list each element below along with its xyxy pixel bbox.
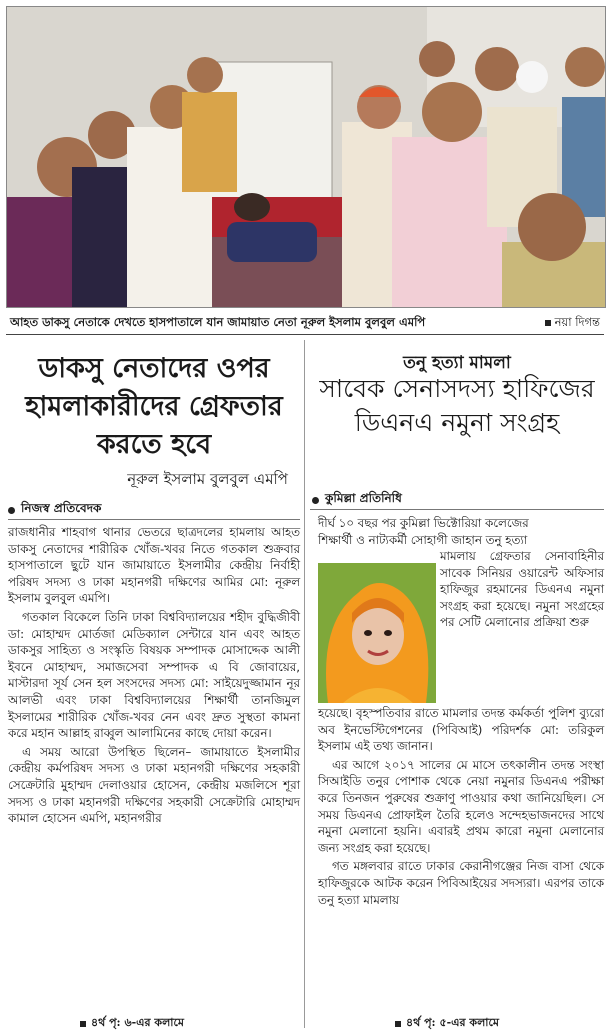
left-byline [8, 500, 101, 520]
left-continuation-text: ৪র্থ পৃ: ৬-এর কলামে [91, 1016, 185, 1029]
right-paragraph: হয়েছে। বৃহস্পতিবার রাতে মামলার তদন্ত কর্মকর্তা পুলিশ ব্যুরো অব ইনভেস্টিগেশনের (পিবিআই) পরিদর্শক মো: তরিকুল ইসলাম এই তথ্য জানান। [318, 706, 604, 754]
continuation-marker-icon [80, 1021, 86, 1027]
right-lead-line: শিক্ষার্থী ও নাট্যকর্মী সোহাগী জাহান তনু হত্যা [318, 532, 528, 547]
photo-caption [6, 310, 604, 335]
left-body [8, 524, 300, 829]
right-paragraph: গত মঙ্গলবার রাতে ঢাকার কেরানীগঞ্জের নিজ বাসা থেকে হাফিজুরকে আটক করেন পিবিআইয়ের সদস্যরা। এরপর তাকে তনু হত্যা মামলায় [318, 859, 604, 907]
right-wrap-text: মামলায় গ্রেফতার সেনাবাহিনীর সাবেক সিনিয়র ওয়ারেন্ট অফিসার হাফিজুর রহমানের ডিএনএ নমুনা সংগ্রহ করা হয়েছে। নমুনা সংগ্রহের পর সেটি মেলানোর প্রক্রিয়া শুরু [440, 549, 604, 630]
news-photo [6, 6, 606, 308]
left-paragraph: গতকাল বিকেলে তিনি ঢাকা বিশ্ববিদ্যালয়ের শহীদ বুদ্ধিজীবী ডা: মোহাম্মদ মোর্তজা মেডিক্যাল সেন্টারে যান এবং আহত ডাকসুর সাহিত্য ও সংস্কৃতি বিষয়ক সম্পাদক মোসাদ্দেক আলী ইবনে মোহাম্মদ, সমাজসেবা সম্পাদক এ বি জোবায়ের, মাস্টারদা সূর্য সেন হল সংসদের সদস্য মো: সাইয়েদুজ্জামান নূর আলভী এবং ঢাকা বিশ্ববিদ্যালয়ের শিক্ষার্থী তানজিমুল ইসলামের শারীরিক খোঁজ-খবর নেন এবং দ্রুত সুস্থতা কামনা করে মহান আল্লাহ রাব্বুল আলামিনের কাছে দোয়া করেন। [8, 609, 300, 741]
victim-portrait [318, 563, 436, 703]
right-continuation-text: ৪র্থ পৃ: ৫-এর কলামে [406, 1016, 500, 1029]
right-body [318, 705, 604, 910]
left-byline-text: নিজস্ব প্রতিবেদক [21, 501, 102, 515]
right-paragraph: এর আগে ২০১৭ সালের মে মাসে তৎকালীন তদন্ত সংস্থা সিআইডি তনুর পোশাক থেকে নেয়া নমুনার ডিএনএ পরীক্ষা করে তিনজন পুরুষের শুক্রাণু পাওয়ার কথা জানিয়েছিল। সে সময় ডিএনএ প্রোফাইল তৈরি হলেও সন্দেহভাজনদের সাথে নমুনা মেলানো হয়নি। এবারই প্রথম কারো নমুনা মেলানোর জন্য সংগ্রহ করা হয়েছে। [318, 757, 604, 855]
right-lead [318, 515, 604, 548]
photo-credit-text: নয়া দিগন্ত [554, 315, 600, 329]
left-byline-rule [8, 519, 300, 520]
column-divider [304, 340, 305, 1028]
photo-credit [545, 311, 604, 333]
left-continuation [80, 1014, 184, 1033]
credit-bullet-icon [545, 320, 551, 326]
continuation-marker-icon [395, 1021, 401, 1027]
right-kicker: তনু হত্যা মামলা [403, 353, 511, 373]
right-byline [312, 490, 402, 510]
photo-caption-text: আহত ডাকসু নেতাকে দেখতে হাসপাতালে যান জামায়াত নেতা নূরুল ইসলাম বুলবুল এমপি [10, 315, 426, 329]
left-paragraph: রাজধানীর শাহবাগ থানার ভেতরে ছাত্রদলের হামলায় আহত ডাকসু নেতাদের শারীরিক খোঁজ-খবর নিতে গতকাল শুক্রবার হাসপাতালে ছুটে যান জামায়াতে ইসলামীর কেন্দ্রীয় নির্বাহী পরিষদ সদস্য ও ঢাকা মহানগরী দক্ষিণের আমির মো: নূরুল ইসলাম বুলবুল এমপি। [8, 525, 300, 606]
right-lead-line: দীর্ঘ ১০ বছর পর কুমিল্লা ভিক্টোরিয়া কলেজের [318, 516, 529, 530]
right-headline: সাবেক সেনাসদস্য হাফিজের ডিএনএ নমুনা সংগ্রহ [319, 374, 595, 437]
left-subhead: নূরুল ইসলাম বুলবুল এমপি [127, 470, 288, 488]
left-paragraph: এ সময় আরো উপস্থিত ছিলেন– জামায়াতে ইসলামীর কেন্দ্রীয় কর্মপরিষদ সদস্য ও ঢাকা মহানগরী দক্ষিণের সহকারী সেক্রেটারি মুহাম্মদ দেলাওয়ার হোসেন, কেন্দ্রীয় মজলিসে শূরা সদস্য ও ঢাকা মহানগরী দক্ষিণের সহকারী সেক্রেটারি মোহাম্মদ কামাল হোসেন এমপি, মহানগরীর [8, 744, 300, 826]
right-byline-rule [310, 509, 604, 510]
hospital-visit-photo [7, 7, 605, 307]
left-headline: ডাকসু নেতাদের ওপর হামলাকারীদের গ্রেফতার করতে হবে [25, 353, 283, 460]
portrait-image [318, 563, 436, 703]
byline-bullet-icon [312, 497, 319, 504]
right-byline-text: কুমিল্লা প্রতিনিধি [325, 491, 402, 505]
right-continuation [395, 1014, 499, 1033]
byline-bullet-icon [8, 507, 15, 514]
